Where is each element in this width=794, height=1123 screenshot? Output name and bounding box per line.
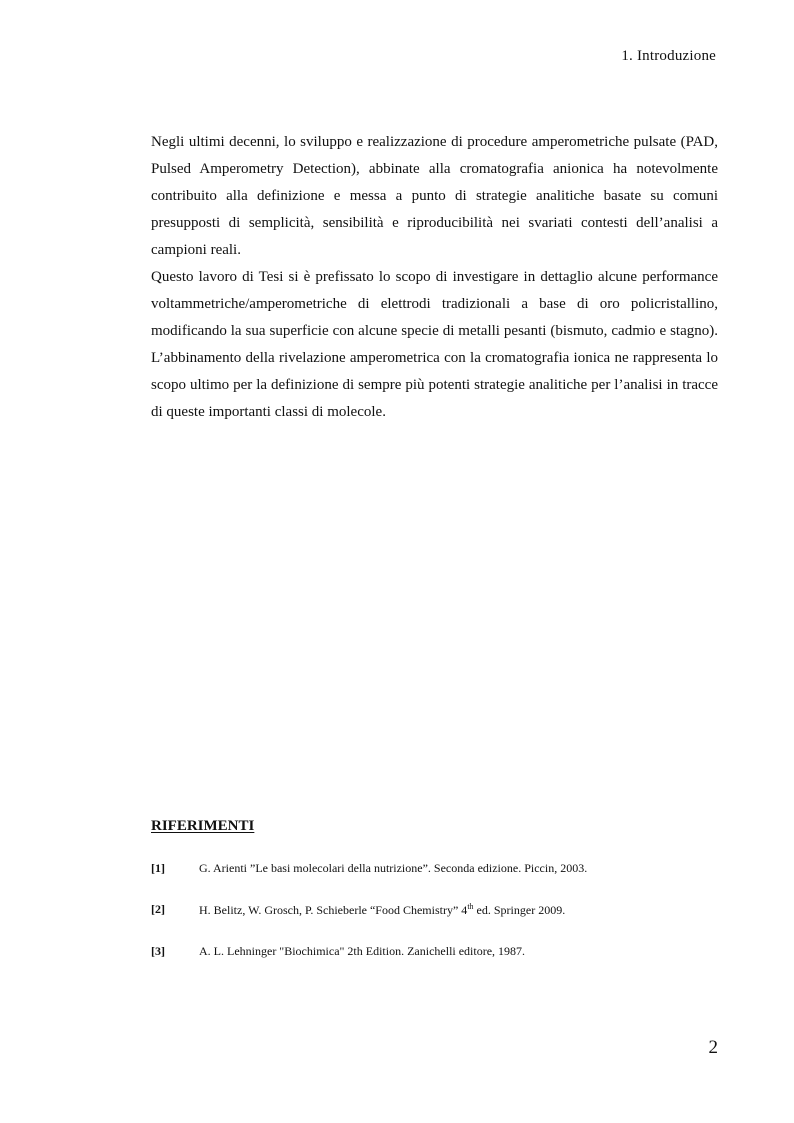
reference-number: [1]: [151, 861, 165, 875]
references-heading: RIFERIMENTI: [151, 818, 255, 834]
reference-superscript: th: [467, 902, 474, 911]
body-text: [151, 129, 718, 426]
reference-text: G. Arienti ”Le basi molecolari della nutrizione”. Seconda edizione. Piccin, 2003.: [199, 861, 588, 875]
page-number: 2: [708, 1037, 718, 1058]
chapter-header: 1. Introduzione: [621, 48, 716, 64]
reference-number: [3]: [151, 944, 165, 958]
reference-text: A. L. Lehninger "Biochimica" 2th Edition. Zanichelli editore, 1987.: [199, 944, 526, 958]
reference-text: [199, 902, 565, 918]
reference-number: [2]: [151, 902, 165, 916]
paragraph-intro: Negli ultimi decenni, lo sviluppo e realizzazione di procedure amperometriche pulsate (PAD, Pulsed Amperometry Detection), abbinate alla cromatografia anionica ha notevolmente contribuito alla definizione e messa a punto di strategie analitiche basate su comuni presupposti di semplicità, sensibilità e riproducibilità nei svariati contesti dell’analisi a campioni reali.: [151, 134, 718, 258]
reference-text-tail: ed. Springer 2009.: [473, 903, 566, 917]
paragraph-thesis-aim: Questo lavoro di Tesi si è prefissato lo scopo di investigare in dettaglio alcune performance voltammetriche/amperometriche di elettrodi tradizionali a base di oro policristallino, modificando la sua superficie con alcune specie di metalli pesanti (bismuto, cadmio e stagno). L’abbinamento della rivelazione amperometrica con la cromatografia ionica ne rappresenta lo scopo ultimo per la definizione di sempre più potenti strategie analitiche per l’analisi in tracce di queste importanti classi di molecole.: [151, 269, 718, 420]
reference-text-main: H. Belitz, W. Grosch, P. Schieberle “Food Chemistry” 4: [199, 903, 468, 917]
